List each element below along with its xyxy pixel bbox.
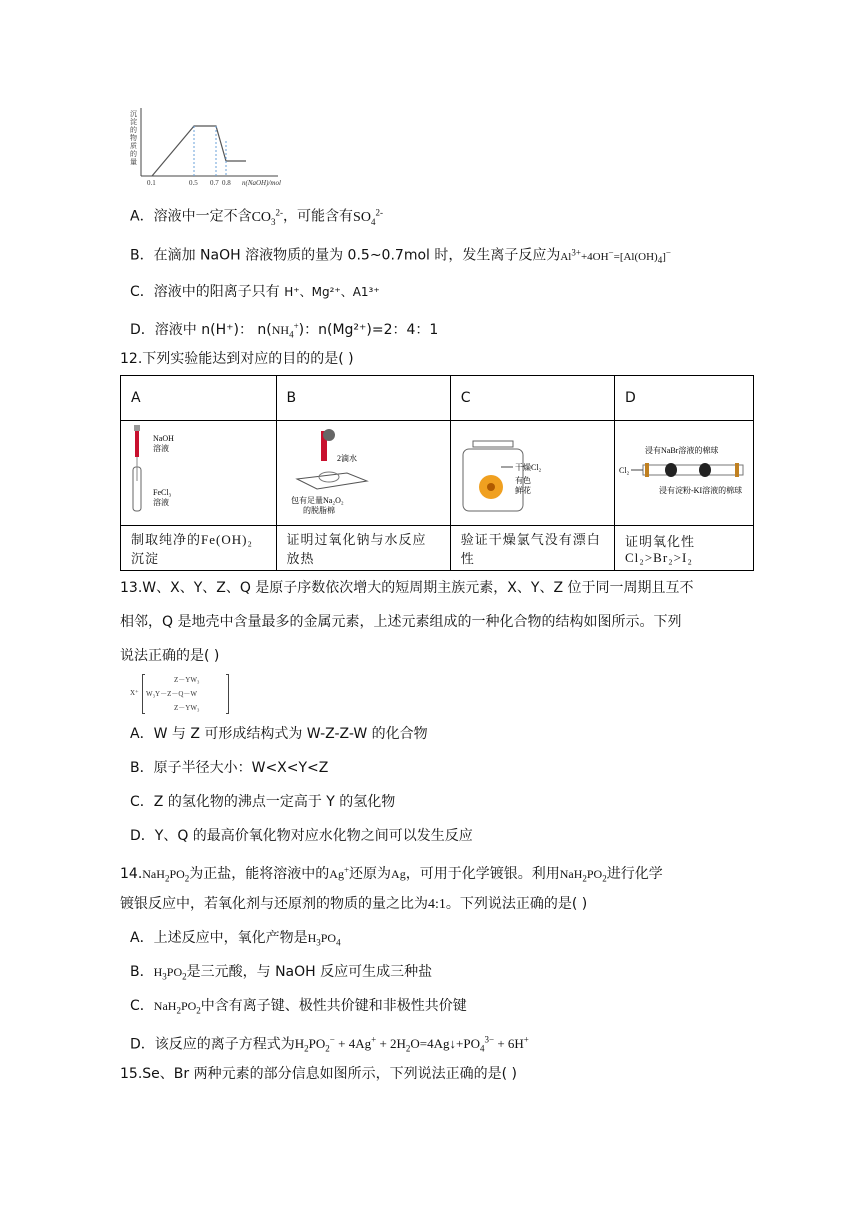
q11-d-text: D．溶液中 n(H⁺)： n( [130, 322, 272, 338]
curve [152, 126, 246, 176]
label-colored: 有色 [514, 476, 531, 485]
nah2po2-formula: $NaH_2PO_2$ [142, 867, 190, 884]
q11-b-equation: $Al^{3+}+4OH^-=[Al(OH)_4]^-$ [560, 247, 671, 265]
q11-c-text: C．溶液中的阳离子只有 [130, 284, 285, 300]
ag-ion: Ag+ [329, 865, 350, 881]
label-dry-cl2: 干燥Cl₂ [514, 463, 542, 472]
ylabel-char: 量 [130, 158, 137, 166]
q14-option-a: A．上述反应中，氧化产物是$H_3PO_4$ [130, 930, 341, 948]
struct-bracket-right [226, 674, 229, 714]
ylabel-char: 的 [130, 126, 137, 134]
struct-bottom: Z－YW₃ [174, 704, 200, 712]
ylabel-char: 的 [130, 150, 137, 158]
q13-option-c: C．Z 的氢化物的沸点一定高于 Y 的氢化物 [130, 794, 396, 810]
caption-a: 制取纯净的Fe(OH)₂沉淀 [121, 526, 277, 571]
so4-formula: $SO_4^{2-}$ [353, 207, 383, 227]
q13-option-a: A．W 与 Z 可形成结构式为 W-Z-Z-W 的化合物 [130, 726, 428, 742]
ylabel-char: 物 [130, 134, 137, 142]
co3-formula: $CO_3^{2-}$ [251, 207, 284, 227]
q14-option-b: B．$H_3PO_2$是三元酸，与 NaOH 反应可生成三种盐 [130, 964, 433, 982]
q11-d-mid: )：n(Mg²⁺)=2：4：1 [298, 322, 439, 338]
q14-equation: $H_2PO_2^- + 4Ag^+$ + $2H_2O=4Ag↓+PO_4^{3-} + 6H^+$ [294, 1035, 529, 1054]
label-naoh: NaOH [153, 434, 174, 443]
q11-a-text: A．溶液中一定不含 [130, 208, 252, 225]
q13-option-b: B．原子半径大小：W<X<Y<Z [130, 760, 329, 776]
tick-label: 0.7 [210, 179, 219, 187]
struct-bracket-left [142, 674, 145, 714]
dropper-tube-diagram [121, 421, 271, 521]
h3po4-formula: $H_3PO_4$ [307, 931, 341, 948]
ylabel-char: 淀 [130, 118, 137, 126]
tick-label: 0.1 [147, 179, 156, 187]
q13-option-d: D．Y、Q 的最高价氧化物对应水化物之间可以发生反应 [130, 828, 473, 844]
q14-stem-2: 镀银反应中，若氧化剂与还原剂的物质的量之比为4:1。下列说法正确的是( ) [120, 896, 588, 912]
struct-top: Z－YW₃ [174, 676, 200, 684]
q14-option-d: D．该反应的离子方程式为$H_2PO_2^- + 4Ag^+$ + $2H_2O=4Ag↓+PO_4^{3-} + 6H^+$ [130, 1035, 529, 1054]
q11-a-mid: ，可能含有 [283, 208, 354, 225]
caption-c: 验证干燥氯气没有漂白性 [450, 526, 614, 571]
q13-stem-3: 说法正确的是( ) [120, 648, 220, 664]
picture-d [615, 421, 754, 526]
dropper-cotton-diagram [277, 421, 432, 521]
picture-b [276, 421, 450, 526]
q12-stem: 12.下列实验能达到对应的目的的是( ) [120, 351, 354, 367]
q11-option-d [130, 316, 438, 344]
tick-label: 0.8 [222, 179, 231, 187]
label-ki-cotton: 浸有淀粉-KI溶液的棉球 [659, 486, 743, 495]
q11-option-b [130, 242, 671, 270]
header-d: D [615, 376, 754, 421]
q15-stem: 15.Se、Br 两种元素的部分信息如图所示，下列说法正确的是( ) [120, 1066, 517, 1082]
ag-metal: Ag [391, 867, 406, 881]
label-two-drops: 2滴水 [336, 454, 357, 463]
label-cotton: 的脱脂棉 [302, 506, 335, 515]
tube-cotton-diagram [615, 421, 753, 521]
gas-jar-diagram [451, 421, 596, 521]
label-fecl3: FeCl₃ [153, 488, 172, 497]
caption-d: 证明氧化性Cl₂>Br₂>I₂ [615, 526, 754, 571]
label-flower: 鲜花 [514, 486, 531, 495]
ylabel-char: 沉 [130, 110, 137, 118]
ratio: 4:1 [428, 897, 446, 912]
precipitate-graph [128, 106, 298, 190]
q11-b-text: B．在滴加 NaOH 溶液物质的量为 0.5~0.7mol 时，发生离子反应为 [130, 247, 561, 264]
caption-b: 证明过氧化钠与水反应放热 [276, 526, 450, 571]
graph-svg [128, 106, 298, 190]
ylabel-char: 质 [130, 142, 137, 150]
q13-structure [130, 672, 250, 716]
q11-option-a [130, 202, 383, 231]
x-axis-label: n(NaOH)/mol [242, 179, 281, 187]
nah2po2-formula-2: $NaH_2PO_2$ [559, 867, 607, 884]
picture-a [121, 421, 277, 526]
q13-stem-2: 相邻，Q 是地壳中含量最多的金属元素，上述元素组成的一种化合物的结构如图所示。下列 [120, 614, 682, 630]
label-na2o2: 包有足量Na₂O₂ [290, 496, 344, 505]
q14-option-c: C．$NaH_2PO_2$中含有离子键、极性共价键和非极性共价键 [130, 998, 467, 1016]
q14-stem-1: $14.NaH_2PO_2$为正盐，能将溶液中的Ag+还原为Ag，可用于化学镀银。利用$NaH_2PO_2$进行化学 [120, 865, 663, 884]
q11-c-ions: H⁺、Mg²⁺、A1³⁺ [284, 285, 380, 299]
header-a: A [121, 376, 277, 421]
struct-mid: W₃Y－Z－Q－W [146, 690, 198, 698]
q12-table [120, 375, 754, 571]
nh4-formula: $NH_4^+$ [271, 321, 299, 340]
header-c: C [450, 376, 614, 421]
label-nabr-cotton: 浸有NaBr溶液的棉球 [645, 446, 719, 455]
nah2po2-formula-3: $NaH_2PO_2$ [153, 999, 201, 1016]
struct-cation: X⁺ [130, 689, 139, 697]
tick-label: 0.5 [189, 179, 198, 187]
graph-ylabel [130, 110, 137, 166]
label-cl2: Cl₂ [619, 466, 630, 475]
h3po2-formula: $H_3PO_2$ [153, 965, 187, 982]
label-solution2: 溶液 [153, 498, 169, 507]
picture-c [450, 421, 614, 526]
header-b: B [276, 376, 450, 421]
q11-option-c [130, 282, 380, 302]
q13-stem-1: 13.W、X、Y、Z、Q 是原子序数依次增大的短周期主族元素，X、Y、Z 位于同一周期且互不 [120, 580, 694, 596]
label-solution1: 溶液 [153, 444, 169, 453]
